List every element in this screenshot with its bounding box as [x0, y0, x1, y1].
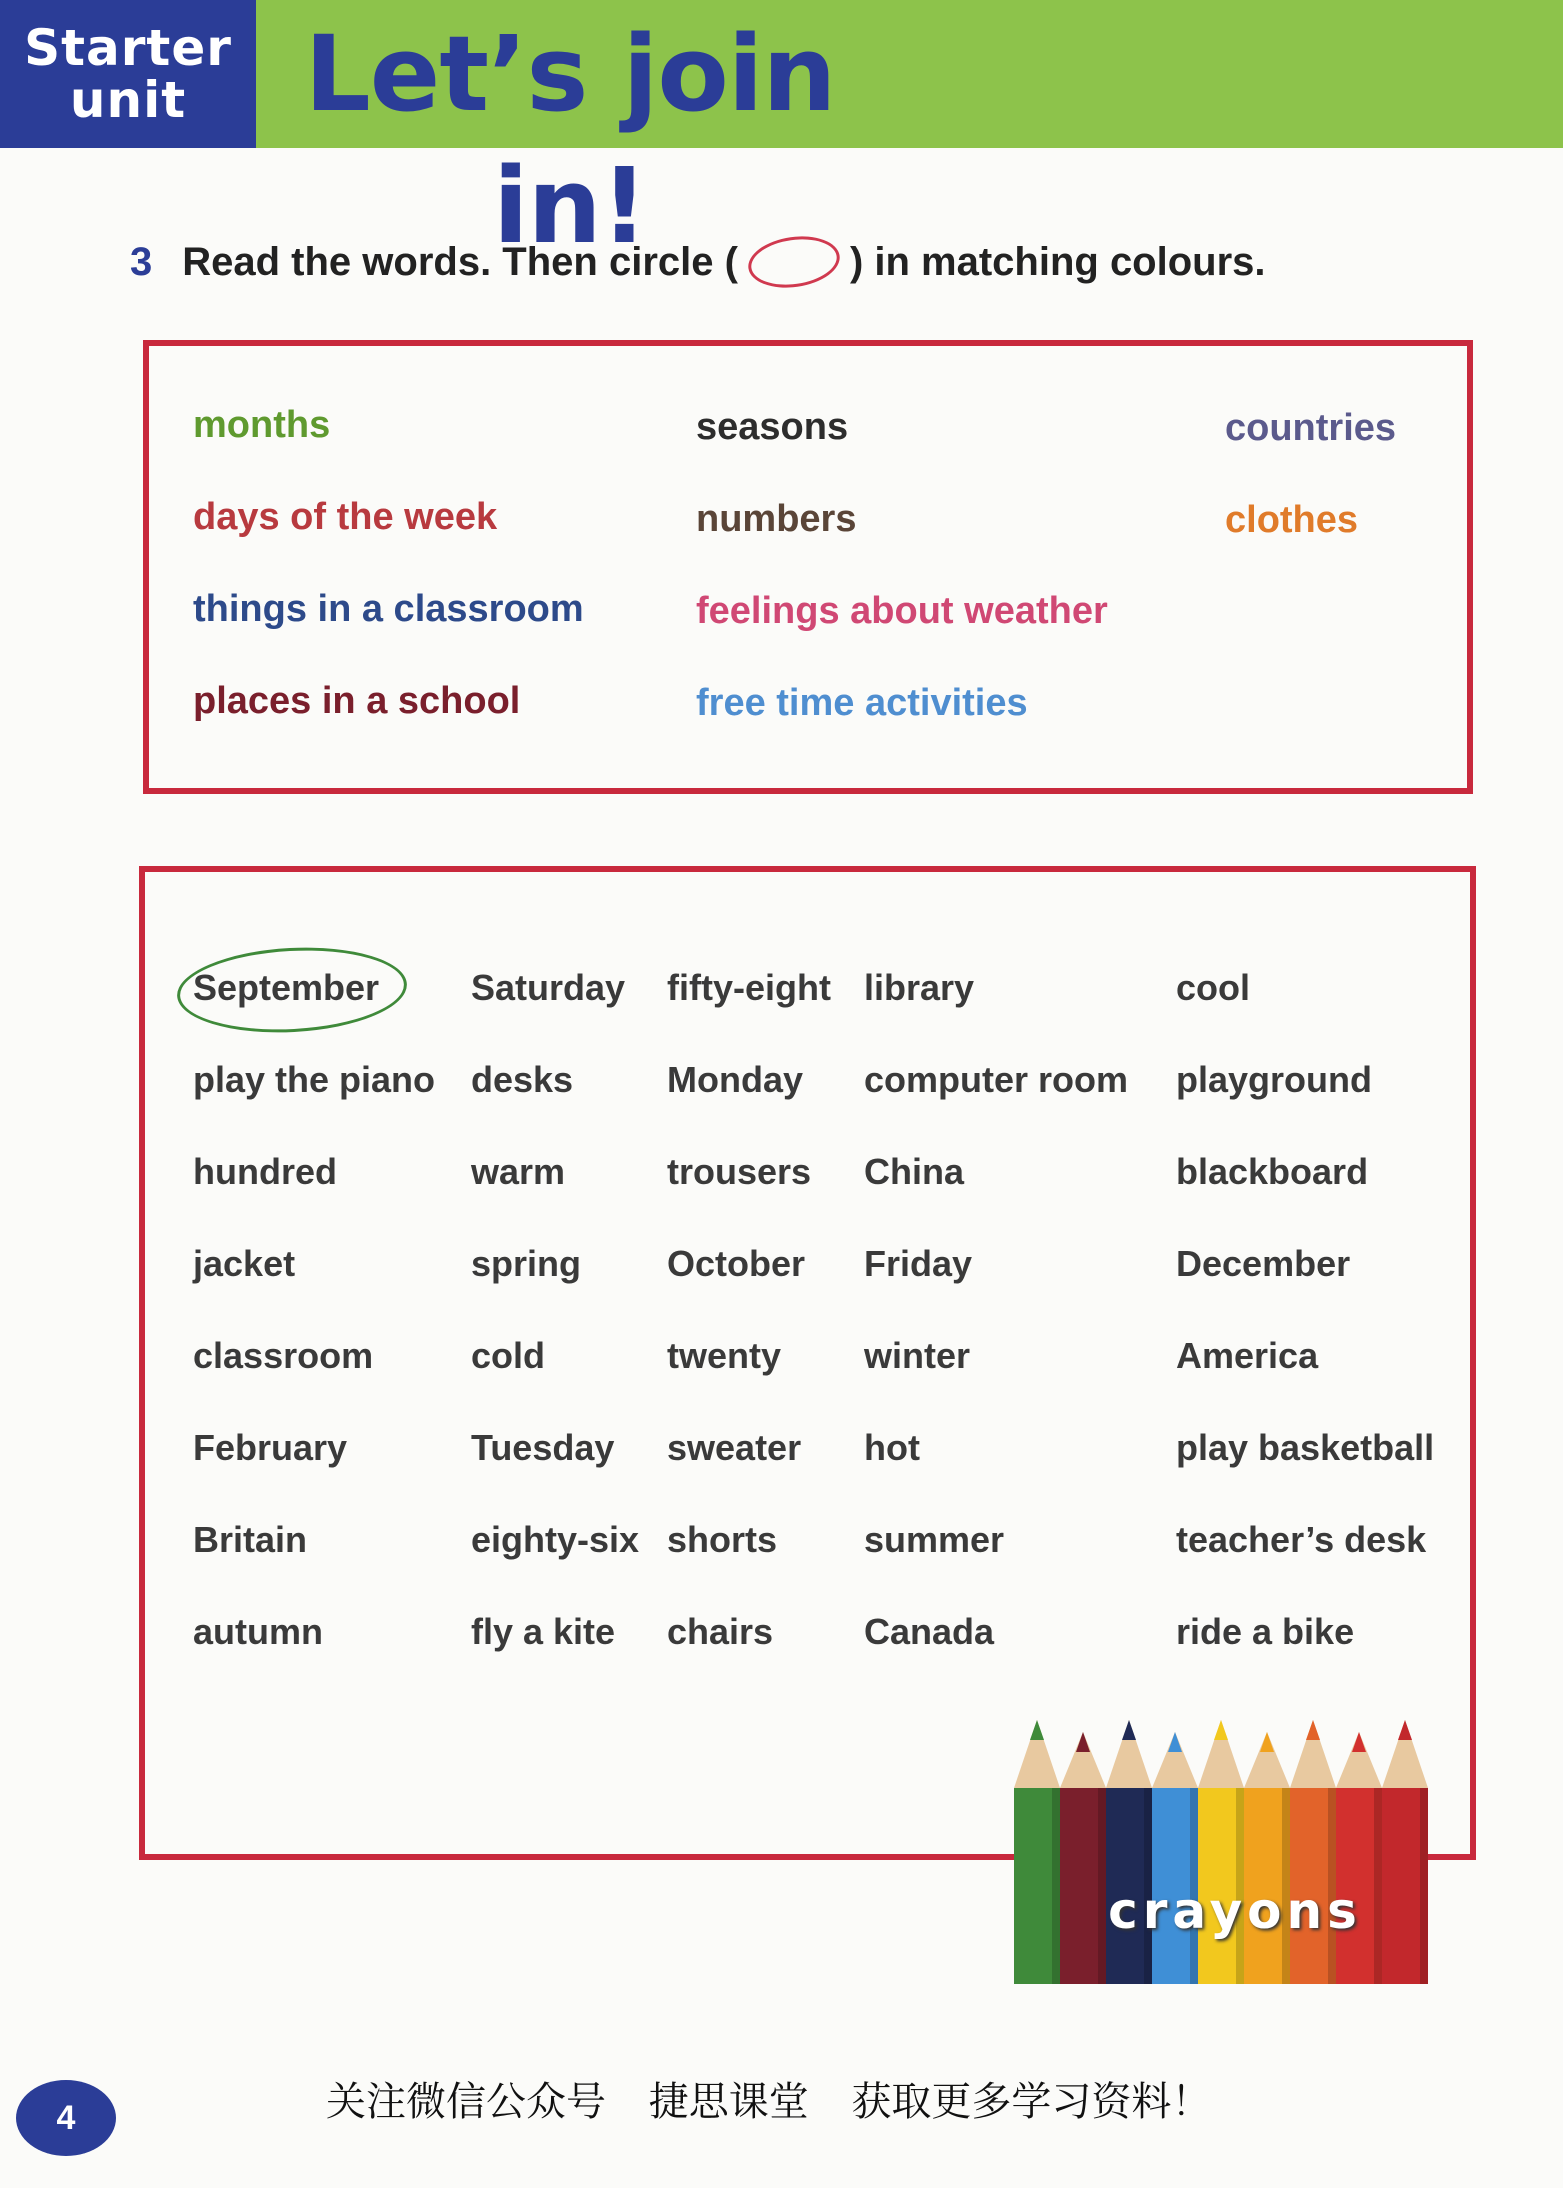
crayons-illustration [1008, 1712, 1436, 1984]
word-item[interactable]: fifty-eight [667, 967, 831, 1008]
word-item[interactable]: teacher’s desk [1176, 1519, 1427, 1560]
word-item[interactable]: jacket [193, 1243, 296, 1284]
circle-icon [745, 231, 843, 293]
unit-line2: unit [69, 71, 187, 129]
word-item[interactable]: America [1176, 1335, 1319, 1376]
unit-line1: Starter [24, 19, 232, 77]
category-free-time-activities: free time activities [696, 682, 1028, 724]
word-item[interactable]: Friday [864, 1243, 973, 1284]
category-months: months [193, 404, 331, 446]
word-item[interactable]: hundred [193, 1151, 337, 1192]
word-item[interactable]: winter [864, 1335, 971, 1376]
crayon [1060, 1732, 1106, 1984]
unit-badge [0, 0, 256, 148]
word-item[interactable]: spring [471, 1243, 582, 1284]
instruction-text-before: Read the words. Then circle ( [182, 239, 738, 284]
word-item[interactable]: hot [864, 1427, 920, 1468]
word-item[interactable]: shorts [667, 1519, 778, 1560]
word-item[interactable]: September [193, 967, 380, 1008]
category-numbers: numbers [696, 498, 857, 540]
crayon [1014, 1720, 1060, 1984]
crayon [1152, 1732, 1198, 1984]
category-things-in-a-classroom: things in a classroom [193, 588, 584, 630]
word-item[interactable]: library [864, 967, 975, 1008]
word-item[interactable]: Saturday [471, 967, 626, 1008]
footer-note: 关注微信公众号 捷思课堂 获取更多学习资料！ [326, 2079, 1212, 2125]
instruction [130, 234, 1266, 290]
word-item[interactable]: classroom [193, 1335, 374, 1376]
category-clothes: clothes [1225, 499, 1359, 541]
word-item[interactable]: play basketball [1176, 1427, 1435, 1468]
word-item[interactable]: sweater [667, 1427, 802, 1468]
page-number: 4 [16, 2080, 116, 2156]
category-days-of-the-week: days of the week [193, 496, 498, 538]
word-item[interactable]: warm [471, 1151, 566, 1192]
word-item[interactable]: February [193, 1427, 348, 1468]
word-item[interactable]: play the piano [193, 1059, 436, 1100]
word-item[interactable]: summer [864, 1519, 1005, 1560]
word-item[interactable]: China [864, 1151, 965, 1192]
word-item[interactable]: computer room [864, 1059, 1129, 1100]
category-seasons: seasons [696, 406, 849, 448]
crayon [1336, 1732, 1382, 1984]
crayon [1198, 1720, 1244, 1984]
word-item[interactable]: December [1176, 1243, 1351, 1284]
crayon [1382, 1720, 1428, 1984]
crayon [1290, 1720, 1336, 1984]
word-item[interactable]: twenty [667, 1335, 782, 1376]
word-item[interactable]: autumn [193, 1611, 323, 1652]
word-item[interactable]: desks [471, 1059, 574, 1100]
word-item[interactable]: blackboard [1176, 1151, 1369, 1192]
word-item[interactable]: eighty-six [471, 1519, 640, 1560]
crayon [1106, 1720, 1152, 1984]
category-countries: countries [1225, 407, 1397, 449]
word-item[interactable]: Monday [667, 1059, 804, 1100]
word-item[interactable]: Tuesday [471, 1427, 615, 1468]
crayons-label: crayons [1108, 1882, 1362, 1940]
exercise-number: 3 [130, 239, 153, 284]
word-item[interactable]: Britain [193, 1519, 308, 1560]
instruction-text-after: ) in matching colours. [849, 239, 1266, 284]
category-places-in-a-school: places in a school [193, 680, 521, 722]
word-item[interactable]: cold [471, 1335, 546, 1376]
word-item[interactable]: Canada [864, 1611, 995, 1652]
crayons-icon [1008, 1712, 1436, 1984]
word-item[interactable]: chairs [667, 1611, 774, 1652]
crayon [1244, 1732, 1290, 1984]
word-item[interactable]: fly a kite [471, 1611, 616, 1652]
word-item[interactable]: ride a bike [1176, 1611, 1355, 1652]
page-title: Let’s join in! [304, 13, 836, 267]
word-item[interactable]: playground [1176, 1059, 1372, 1100]
word-item[interactable]: cool [1176, 967, 1251, 1008]
word-item[interactable]: October [667, 1243, 806, 1284]
word-item[interactable]: trousers [667, 1151, 812, 1192]
category-feelings-about-weather: feelings about weather [696, 590, 1108, 632]
